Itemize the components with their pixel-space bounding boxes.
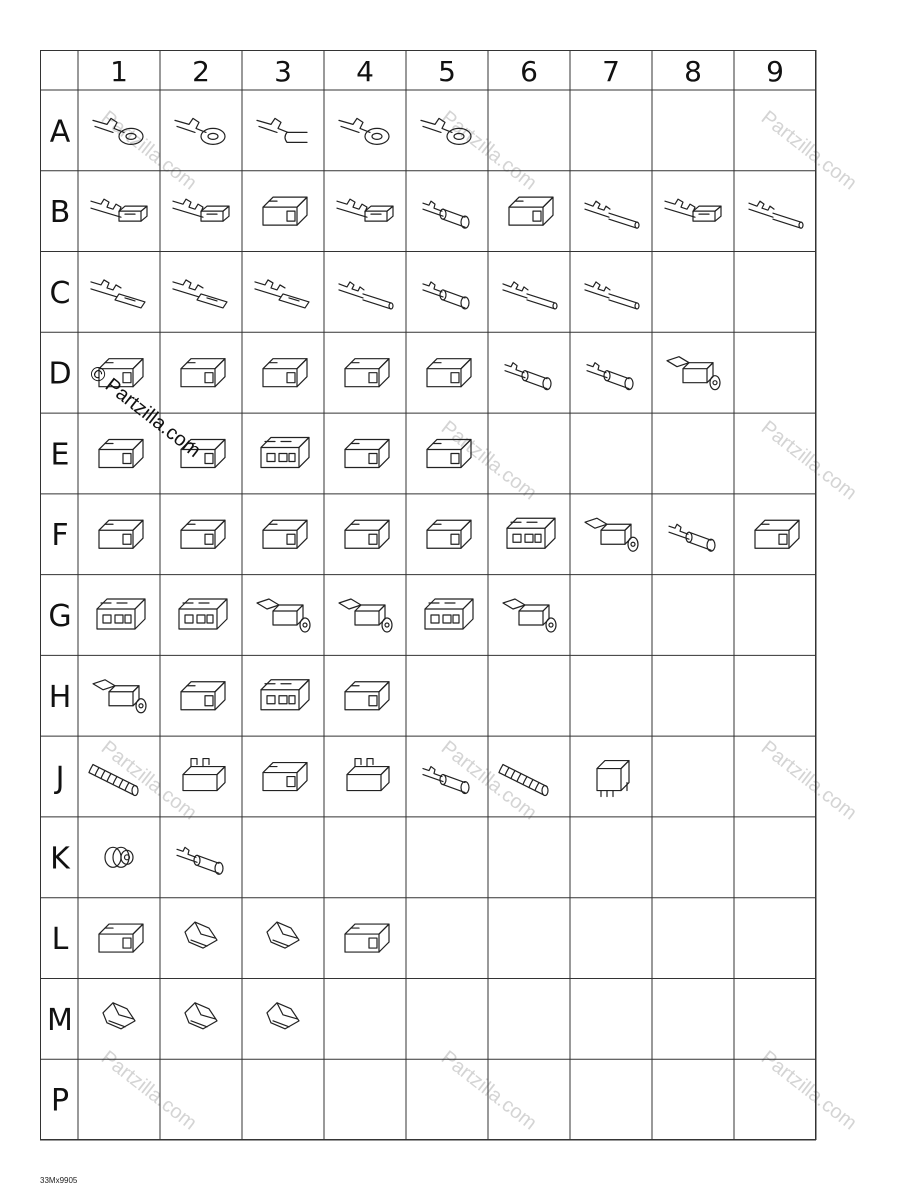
row-header: D	[48, 356, 72, 392]
connector-housing-icon	[181, 682, 225, 710]
sealed-connector-icon	[257, 599, 310, 632]
receptacle-terminal-icon	[337, 199, 393, 221]
receptacle-terminal-icon	[665, 199, 721, 221]
row-header: L	[51, 922, 69, 958]
multi-pin-connector-icon	[261, 437, 309, 467]
watermark-text: Partzilla.com	[96, 106, 201, 195]
connector-grid	[40, 50, 861, 1170]
watermark-text: Partzilla.com	[756, 416, 861, 505]
clip-icon	[103, 1003, 135, 1029]
watermark-text: Partzilla.com	[436, 736, 541, 825]
tab-terminal-icon	[91, 280, 145, 308]
pin-terminal-icon	[503, 282, 557, 309]
ring-terminal-icon	[175, 118, 225, 144]
sealed-connector-icon	[667, 357, 720, 390]
fuse-holder-icon	[347, 759, 389, 791]
column-header: 1	[110, 55, 128, 88]
connector-housing-icon	[345, 924, 389, 952]
row-header: B	[49, 195, 71, 231]
pin-terminal-icon	[339, 282, 393, 309]
grommet-icon	[105, 847, 133, 867]
multi-pin-connector-icon	[261, 680, 309, 710]
row-header: A	[49, 114, 71, 150]
pin-terminal-icon	[585, 201, 639, 228]
watermark-text: Partzilla.com	[96, 1046, 201, 1135]
clip-icon	[185, 1003, 217, 1029]
figure-code: 33Mx9905	[40, 1176, 78, 1185]
fuse-holder-icon	[183, 759, 225, 791]
connector-housing-icon	[509, 197, 553, 225]
connector-housing-icon	[263, 197, 307, 225]
bullet-terminal-icon	[587, 363, 633, 390]
parts-grid-container	[40, 50, 861, 1170]
column-header: 9	[766, 55, 784, 88]
row-header: M	[47, 1002, 73, 1038]
tab-terminal-icon	[173, 280, 227, 308]
bullet-terminal-icon	[669, 524, 715, 551]
watermark-text: Partzilla.com	[436, 416, 541, 505]
connector-housing-icon	[345, 439, 389, 467]
multi-pin-connector-icon	[425, 599, 473, 629]
bullet-terminal-icon	[423, 201, 469, 228]
column-header: 7	[602, 55, 620, 88]
connector-housing-icon	[181, 520, 225, 548]
connector-housing-icon	[181, 359, 225, 387]
connector-housing-icon	[345, 682, 389, 710]
connector-housing-icon	[99, 924, 143, 952]
connector-housing-icon	[99, 520, 143, 548]
column-header: 5	[438, 55, 456, 88]
column-header: 6	[520, 55, 538, 88]
connector-housing-icon	[345, 359, 389, 387]
connector-housing-icon	[263, 763, 307, 791]
clip-icon	[185, 922, 217, 948]
pin-terminal-icon	[749, 201, 803, 228]
watermark-text: Partzilla.com	[96, 736, 201, 825]
column-header: 2	[192, 55, 210, 88]
pin-terminal-icon	[585, 282, 639, 309]
sealed-connector-icon	[585, 518, 638, 551]
watermark-text: Partzilla.com	[756, 736, 861, 825]
watermark-layer	[97, 107, 861, 1135]
bullet-terminal-icon	[423, 282, 469, 309]
row-header: E	[50, 437, 70, 473]
connector-housing-icon	[427, 520, 471, 548]
watermark-text: Partzilla.com	[756, 106, 861, 195]
sealed-connector-icon	[503, 599, 556, 632]
watermark-text: Partzilla.com	[756, 1046, 861, 1135]
copyright-watermark: © Partzilla.com	[84, 361, 205, 462]
receptacle-terminal-icon	[91, 199, 147, 221]
column-header: 4	[356, 55, 374, 88]
bullet-terminal-icon	[505, 363, 551, 390]
connector-housing-icon	[263, 359, 307, 387]
row-header: C	[49, 275, 71, 311]
clip-icon	[267, 1003, 299, 1029]
sealed-connector-icon	[93, 680, 146, 713]
row-header: K	[50, 841, 70, 877]
column-header: 8	[684, 55, 702, 88]
connector-housing-icon	[99, 439, 143, 467]
relay-icon	[597, 761, 629, 797]
connector-housing-icon	[345, 520, 389, 548]
clip-icon	[267, 922, 299, 948]
receptacle-terminal-icon	[173, 199, 229, 221]
ring-terminal-icon	[339, 118, 389, 144]
row-header: G	[48, 599, 72, 635]
watermark-text: Partzilla.com	[436, 1046, 541, 1135]
spade-terminal-icon	[257, 118, 307, 142]
multi-pin-connector-icon	[507, 518, 555, 548]
row-header: H	[48, 679, 72, 715]
multi-pin-connector-icon	[179, 599, 227, 629]
connector-housing-icon	[263, 520, 307, 548]
sealed-connector-icon	[339, 599, 392, 632]
connector-housing-icon	[427, 359, 471, 387]
bullet-terminal-icon	[177, 847, 223, 874]
multi-pin-connector-icon	[97, 599, 145, 629]
tab-terminal-icon	[255, 280, 309, 308]
row-header: P	[50, 1083, 70, 1119]
row-header: J	[55, 760, 65, 796]
connector-housing-icon	[755, 520, 799, 548]
row-header: F	[51, 518, 69, 554]
column-header: 3	[274, 55, 292, 88]
watermark-text: Partzilla.com	[436, 106, 541, 195]
grid-lines	[40, 50, 816, 1140]
